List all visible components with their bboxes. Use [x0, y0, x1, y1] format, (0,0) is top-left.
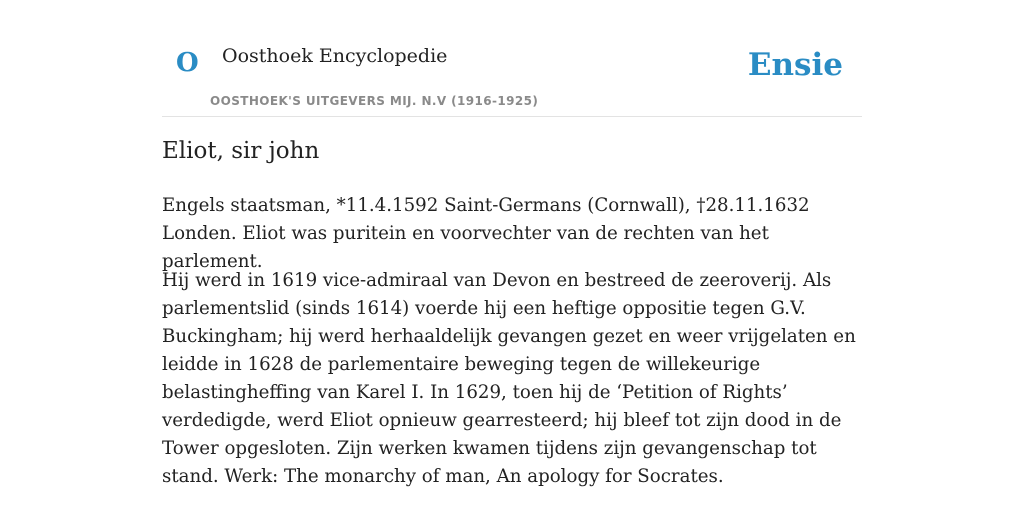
article-title: Eliot, sir john — [162, 138, 320, 164]
source-header — [162, 0, 862, 117]
ensie-logo-link[interactable]: Ensie — [747, 47, 843, 83]
source-logo-icon: O — [176, 48, 199, 78]
page — [162, 0, 862, 512]
source-title-link[interactable]: Oosthoek Encyclopedie — [222, 45, 448, 67]
article-paragraph: Engels staatsman, *11.4.1592 Saint-Germans (Cornwall), †28.11.1632 Londen. Eliot was puritein en voorvechter van de rechten van het parlement. — [162, 195, 810, 272]
article-paragraph: Hij werd in 1619 vice-admiraal van Devon en bestreed de zeeroverij. Als parlementslid (sinds 1614) voerde hij een heftige oppositie tegen G.V. Buckingham; hij werd herhaaldelijk gevangen gezet en weer vrijgelaten en leidde in 1628 de parlementaire beweging tegen de willekeurige belastingheffing van Karel I. In 1629, toen hij de ‘Petition of Rights’ verdedigde, werd Eliot opnieuw gearresteerd; hij bleef tot zijn dood in de Tower opgesloten. Zijn werken kwamen tijdens zijn gevangenschap tot stand. Werk: The monarchy of man, An apology for Socrates. — [162, 270, 856, 487]
source-subtitle: OOSTHOEK'S UITGEVERS MIJ. N.V (1916-1925) — [210, 94, 539, 108]
